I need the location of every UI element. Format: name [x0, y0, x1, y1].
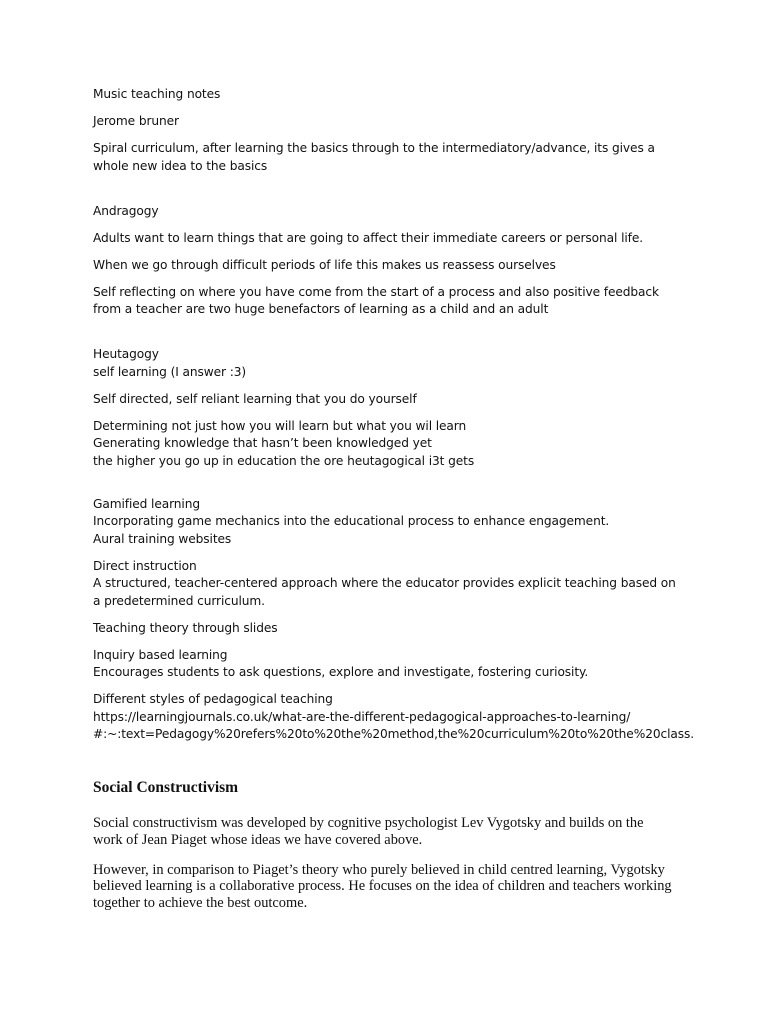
andragogy-heading: Andragogy: [93, 203, 159, 218]
heutagogy-point-1: Self directed, self reliant learning that you do yourself: [93, 391, 417, 406]
styles-heading: Different styles of pedagogical teaching: [93, 692, 333, 706]
andragogy-point-2: When we go through difficult periods of life this makes us reassess ourselves: [93, 257, 556, 272]
gamified-block: [93, 496, 683, 549]
direct-block: [93, 558, 683, 611]
styles-block: [93, 691, 695, 744]
heutagogy-subheading: self learning (I answer :3): [93, 364, 247, 379]
styles-link-line-2: #:~:text=Pedagogy%20refers%20to%20the%20method,the%20curriculum%20to%20the%20class.: [93, 727, 695, 741]
social-constructivism-excerpt: [93, 778, 675, 925]
spacer: [93, 185, 683, 203]
andragogy-point-1: Adults want to learn things that are going to affect their immediate careers or personal life.: [93, 230, 644, 245]
spacer: [93, 480, 683, 496]
heutagogy-line-a: Determining not just how you will learn but what you wil learn: [93, 418, 467, 433]
excerpt-paragraph-1: Social constructivism was developed by cognitive psychologist Lev Vygotsky and builds on the work of Jean Piaget whose ideas we have covered above.: [93, 815, 644, 848]
direct-text: A structured, teacher-centered approach where the educator provides explicit teaching based on a predetermined curriculum.: [93, 576, 676, 608]
notes-section: [93, 86, 695, 753]
heutagogy-lines: [93, 418, 683, 471]
document-title: Music teaching notes: [93, 87, 221, 101]
bruner-heading: Jerome bruner: [93, 114, 179, 128]
slides-text: Teaching theory through slides: [93, 620, 278, 635]
heutagogy-heading: Heutagogy: [93, 347, 159, 361]
bruner-text: Spiral curriculum, after learning the basics through to the intermediatory/advance, its gives a whole new idea to the basics: [93, 141, 655, 173]
inquiry-text: Encourages students to ask questions, explore and investigate, fostering curiosity.: [93, 665, 589, 679]
direct-heading: Direct instruction: [93, 558, 197, 573]
heutagogy-line-c: the higher you go up in education the ore heutagogical i3t gets: [93, 453, 475, 468]
inquiry-heading: Inquiry based learning: [93, 647, 228, 662]
heutagogy-block: [93, 346, 683, 381]
heutagogy-line-b: Generating knowledge that hasn’t been knowledged yet: [93, 436, 432, 450]
spacer: [93, 328, 683, 346]
gamified-point-1: Incorporating game mechanics into the educational process to enhance engagement.: [93, 514, 610, 528]
inquiry-block: [93, 647, 683, 682]
gamified-heading: Gamified learning: [93, 496, 200, 511]
excerpt-paragraph-2: However, in comparison to Piaget’s theory who purely believed in child centred learning, Vygotsky believed learning is a collaborative process. He focuses on the idea of children and teachers working together to achieve the best outcome.: [93, 861, 672, 912]
styles-link-line-1: https://learningjournals.co.uk/what-are-the-different-pedagogical-approaches-to-learning/: [93, 709, 631, 724]
excerpt-heading: Social Constructivism: [93, 779, 239, 796]
gamified-point-2: Aural training websites: [93, 531, 232, 546]
andragogy-point-3: Self reflecting on where you have come from the start of a process and also positive feedback from a teacher are two huge benefactors of learning as a child and an adult: [93, 284, 659, 316]
